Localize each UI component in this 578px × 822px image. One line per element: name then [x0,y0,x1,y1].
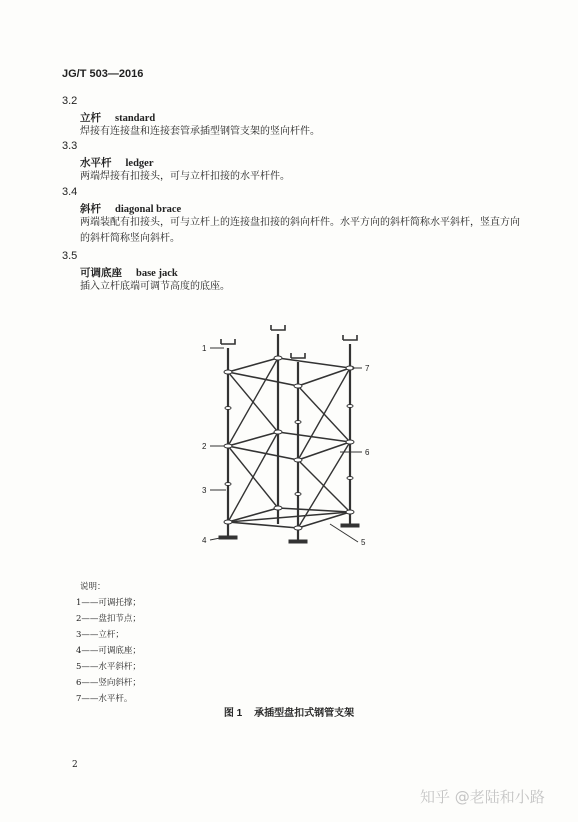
caption-label: 图 1 [223,708,243,719]
legend-item: 4——可调底座； [76,646,141,656]
term-en: diagonal brace [115,204,182,215]
page-number: 2 [72,760,78,770]
standard-id: JG/T 503—2016 [62,68,144,80]
section-number: 3.2 [62,95,78,107]
callout-label: 3 [202,486,207,495]
term-heading [80,155,154,170]
figure-caption [0,704,578,719]
term-en: base jack [136,268,178,279]
callout-label: 5 [361,538,366,547]
term-definition: 插入立杆底端可调节高度的底座。 [80,281,230,292]
callout-label: 4 [202,536,207,545]
legend-item: 1——可调托撑； [76,598,141,608]
callout-label: 2 [202,442,207,451]
legend-item: 6——竖向斜杆； [76,678,141,688]
term-cn: 斜杆 [80,203,101,215]
legend-title: 说明： [80,582,106,592]
term-heading [80,201,181,216]
legend-item: 7——水平杆。 [76,694,133,704]
watermark: 知乎 @老陆和小路 [420,788,545,806]
legend-item: 5——水平斜杆； [76,662,141,672]
term-en: ledger [125,158,154,169]
scaffold-figure [190,318,390,558]
term-heading [80,265,178,280]
section-number: 3.5 [62,250,78,262]
term-definition: 焊接有连接盘和连接套管承插型钢管支架的竖向杆件。 [80,126,320,137]
term-cn: 可调底座 [80,267,122,279]
term-definition: 两端装配有扣接头，可与立杆上的连接盘扣接的斜向杆件。水平方向的斜杆简称水平斜杆，竖直方向的斜杆简称竖向斜杆。 [80,217,520,244]
term-cn: 水平杆 [80,157,112,169]
callout-label: 6 [365,448,370,457]
legend-item: 2——盘扣节点； [76,614,141,624]
section-number: 3.4 [62,186,78,198]
section-number: 3.3 [62,140,78,152]
term-definition: 两端焊接有扣接头，可与立杆扣接的水平杆件。 [80,171,290,182]
legend-item: 3——立杆； [76,630,124,640]
term-en: standard [115,113,156,124]
caption-text: 承插型盘扣式钢管支架 [254,708,355,719]
term-heading [80,110,155,125]
term-cn: 立杆 [80,112,101,124]
callout-label: 7 [365,364,370,373]
callout-label: 1 [202,344,207,353]
